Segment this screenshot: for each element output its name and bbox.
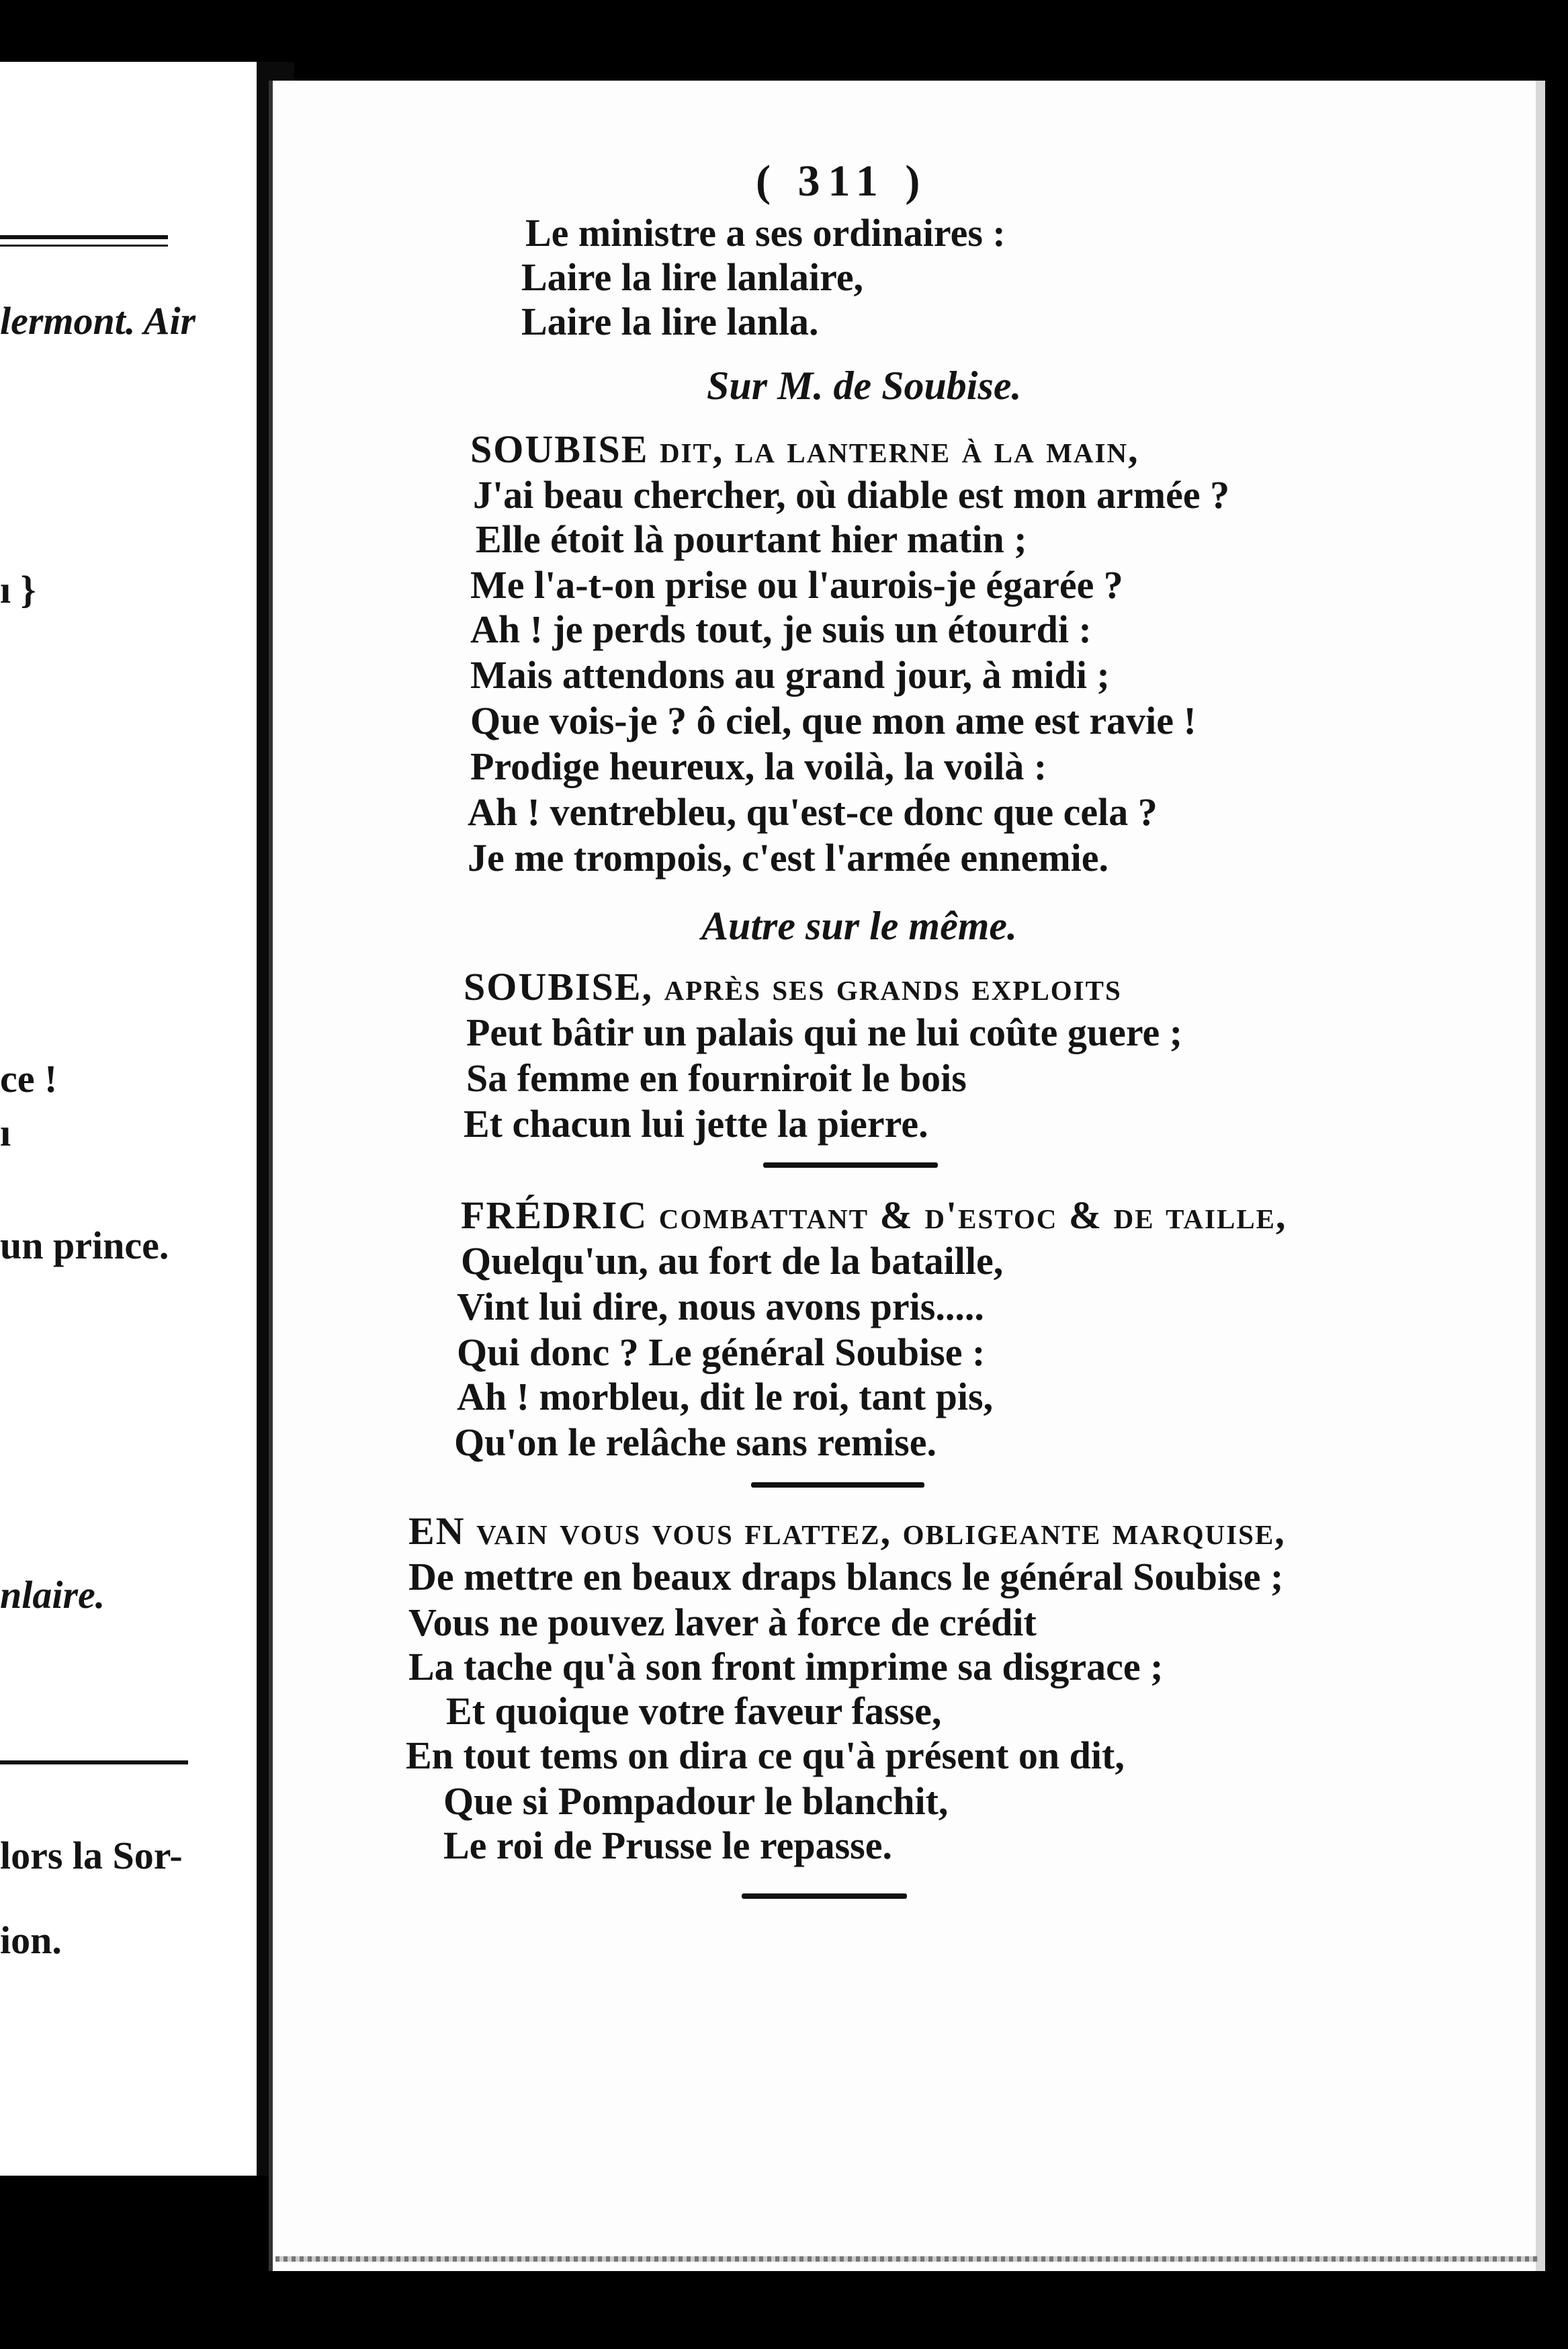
section-heading-soubise: Sur M. de Soubise.	[707, 364, 1022, 408]
page-number: ( 311 )	[756, 157, 928, 206]
verse-line: Mais attendons au grand jour, à midi ;	[470, 653, 1110, 697]
right-page	[269, 81, 1545, 2271]
verse-line: Quelqu'un, au fort de la bataille,	[461, 1239, 1004, 1283]
section-divider	[751, 1482, 924, 1488]
left-fragment-3: ce !	[0, 1057, 58, 1101]
verse-line: Qu'on le relâche sans remise.	[454, 1420, 937, 1464]
verse-line: La tache qu'à son front imprime sa disgrace ;	[408, 1645, 1164, 1689]
verse-line	[464, 965, 1122, 1009]
verse-line: Laire la lire lanla.	[521, 300, 819, 343]
verse-line: Et chacun lui jette la pierre.	[464, 1102, 928, 1146]
left-fragment-6: nlaire.	[0, 1573, 105, 1617]
verse-line: Vous ne pouvez laver à force de crédit	[408, 1600, 1037, 1644]
left-fragment-8: ion.	[0, 1918, 62, 1962]
verse-line: De mettre en beaux draps blancs le général Soubise ;	[408, 1555, 1284, 1598]
left-fragment-2: ı }	[0, 568, 36, 611]
left-fragment-5: un prince.	[0, 1224, 169, 1267]
page-bottom-edge	[275, 2256, 1538, 2262]
verse-line: J'ai beau chercher, où diable est mon armée ?	[473, 473, 1230, 517]
verse-line: Le roi de Prusse le repasse.	[443, 1824, 892, 1867]
verse-line: Qui donc ? Le général Soubise :	[457, 1330, 986, 1374]
verse-line	[461, 1193, 1287, 1237]
verse-line: Je me trompois, c'est l'armée ennemie.	[468, 836, 1108, 880]
verse-line	[408, 1509, 1286, 1553]
section-divider	[763, 1162, 938, 1168]
verse-line-text: SOUBISE, après ses grands exploits	[464, 965, 1122, 1009]
verse-line: Ah ! morbleu, dit le roi, tant pis,	[457, 1375, 994, 1418]
verse-line-text: EN vain vous vous flattez, obligeante marquise,	[408, 1509, 1286, 1553]
verse-line: Me l'a-t-on prise ou l'aurois-je égarée ?	[470, 563, 1123, 607]
verse-line	[470, 427, 1139, 471]
verse-line: Laire la lire lanlaire,	[521, 255, 864, 299]
verse-line: Ah ! ventrebleu, qu'est-ce donc que cela ?	[468, 790, 1158, 834]
verse-line-text: SOUBISE dit, la lanterne à la main,	[470, 427, 1139, 471]
left-fragment-1: lermont. Air	[0, 299, 196, 343]
verse-line: Elle étoit là pourtant hier matin ;	[476, 517, 1027, 561]
left-fragment-4: ı	[0, 1111, 11, 1154]
left-fragment-7: lors la Sor-	[0, 1834, 183, 1877]
verse-line: Vint lui dire, nous avons pris.....	[457, 1285, 984, 1328]
verse-line: Prodige heureux, la voilà, la voilà :	[470, 744, 1047, 788]
left-page-rule-top-2	[0, 245, 168, 247]
left-facing-page	[0, 62, 261, 2176]
verse-line: Que si Pompadour le blanchit,	[443, 1779, 949, 1823]
left-page-rule-top	[0, 235, 168, 239]
verse-line: Ah ! je perds tout, je suis un étourdi :	[470, 607, 1092, 651]
verse-line: Sa femme en fourniroit le bois	[466, 1056, 967, 1100]
verse-line: Et quoique votre faveur fasse,	[446, 1689, 942, 1733]
verse-line: Le ministre a ses ordinaires :	[525, 211, 1006, 255]
verse-line: Peut bâtir un palais qui ne lui coûte guere ;	[466, 1011, 1183, 1054]
verse-line: Que vois-je ? ô ciel, que mon ame est ravie !	[470, 699, 1196, 742]
verse-line: En tout tems on dira ce qu'à présent on dit,	[406, 1734, 1125, 1777]
section-divider	[742, 1893, 907, 1899]
verse-line-text: FRÉDRIC combattant & d'estoc & de taille,	[461, 1193, 1287, 1237]
left-page-rule-bottom	[0, 1760, 188, 1764]
section-heading-autre: Autre sur le même.	[701, 904, 1018, 948]
